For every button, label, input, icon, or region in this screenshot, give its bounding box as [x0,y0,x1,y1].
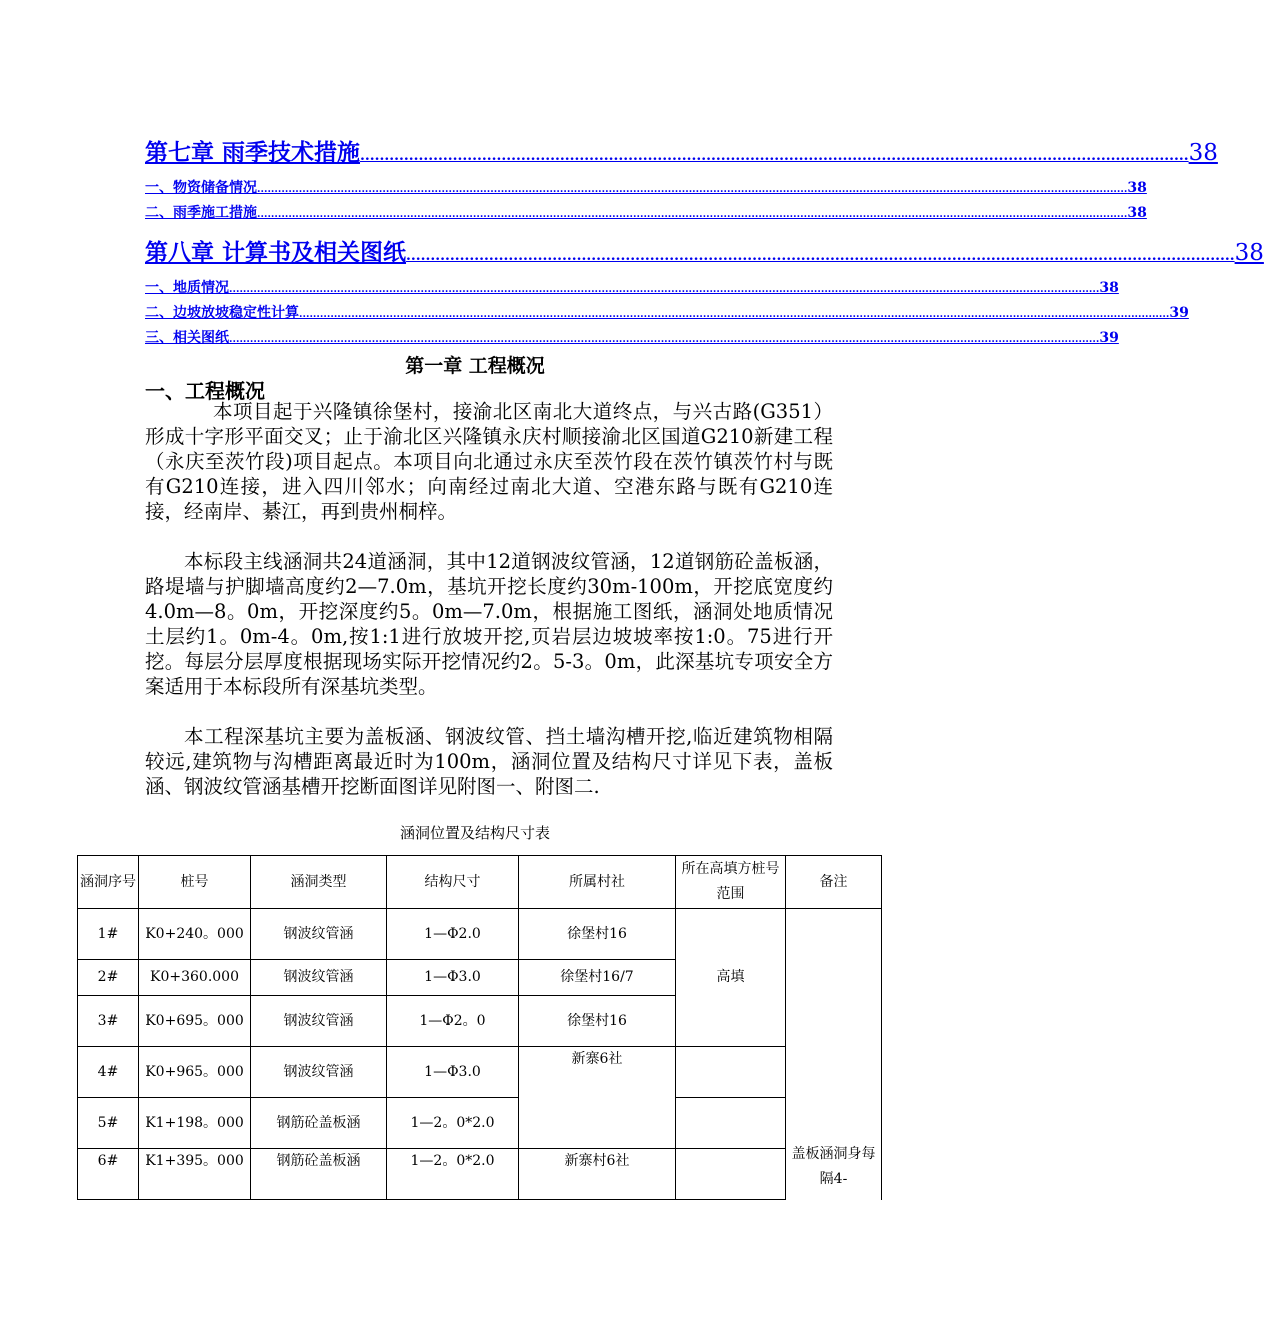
cell-no: 3# [78,996,139,1047]
chapter-title: 第一章 工程概况 [405,355,545,377]
cell-type: 钢波纹管涵 [251,996,387,1047]
header-cell: 涵洞序号 [78,856,139,909]
table-row [78,1098,882,1149]
cell-no: 2# [78,960,139,996]
paragraph-2: 本标段主线涵洞共24道涵洞，其中12道钢波纹管涵，12道钢筋砼盖板涵，路堤墙与护脚墙高度约2—7.0m，基坑开挖长度约30m-100m，开挖底宽度约4.0m—8。0m，开挖深度约5。0m—7.0m，根据施工图纸，涵洞处地质情况土层约1。0m-4。0m,按1:1进行放坡开挖,页岩层边坡坡率按1:0。75进行开挖。每层分层厚度根据现场实际开挖情况约2。5-3。0m，此深基坑专项安全方案适用于本标段所有深基坑类型。 [145,550,833,698]
cell-size: 1—Φ2。0 [387,996,519,1047]
toc-leader: .......................................................................................................................................................................................................................................................... [257,209,1128,220]
cell-size: 1—2。0*2.0 [387,1098,519,1149]
table-header-row [78,856,882,909]
toc-leader: .......................................................................................................................................................................................................................................................... [299,309,1170,320]
cell-no: 4# [78,1047,139,1098]
cell-size: 1—Φ3.0 [387,1047,519,1098]
toc-entry-chapter-7[interactable]: 第七章 雨季技术措施 .......................................................................................................................................................................... 38 [145,139,1218,166]
cell-village: 新寨6社 [519,1047,676,1149]
cell-type: 钢波纹管涵 [251,960,387,996]
cell-size: 1—Φ3.0 [387,960,519,996]
cell-no: 6# [78,1149,139,1200]
paragraph-1: 本项目起于兴隆镇徐堡村，接渝北区南北大道终点，与兴古路(G351）形成十字形平面交叉；止于渝北区兴隆镇永庆村顺接渝北区国道G210新建工程（永庆至茨竹段)项目起点。本项目向北通过永庆至茨竹段在茨竹镇茨竹村与既有G210连接，进入四川邻水；向南经过南北大道、空港东路与既有G210连接，经南岸、綦江，再到贵州桐梓。 [145,400,833,523]
cell-type: 钢筋砼盖板涵 [251,1098,387,1149]
toc-entry-chapter-8[interactable]: 第八章 计算书及相关图纸 .......................................................................................................................................................................... 38 [145,239,1264,266]
cell-type: 钢筋砼盖板涵 [251,1149,387,1200]
cell-no: 1# [78,909,139,960]
cell-type: 钢波纹管涵 [251,1047,387,1098]
header-cell: 所在高填方桩号范围 [676,856,786,909]
cell-fill-range [676,1098,786,1149]
cell-fill-group: 高填 [676,909,786,1047]
cell-village: 新寨村6社 [519,1149,676,1200]
section-title: 一、工程概况 [145,379,265,403]
header-cell: 备注 [786,856,882,909]
toc-entry-slope-calc[interactable]: 二、边坡放坡稳定性计算 .......................................................................................................................................................................................................................................................... 39 [145,305,1189,321]
culvert-table [77,855,882,1200]
header-cell: 结构尺寸 [387,856,519,909]
toc-leader: .......................................................................................................................................................................................................................................................... [257,184,1128,195]
cell-station: K0+360.000 [139,960,251,996]
table-caption: 涵洞位置及结构尺寸表 [399,824,550,842]
cell-village: 徐堡村16/7 [519,960,676,996]
cell-fill-range [676,1149,786,1200]
toc-leader: .......................................................................................................................................................................... [360,148,1189,164]
table-row [78,1149,882,1200]
table-row [78,909,882,960]
cell-station: K0+965。000 [139,1047,251,1098]
toc-leader: .......................................................................................................................................................................... [406,248,1235,264]
cell-type: 钢波纹管涵 [251,909,387,960]
cell-size: 1—2。0*2.0 [387,1149,519,1200]
cell-fill-range [676,1047,786,1098]
toc-leader: .......................................................................................................................................................................................................................................................... [229,284,1100,295]
header-cell: 桩号 [139,856,251,909]
cell-no: 5# [78,1098,139,1149]
paragraph-3: 本工程深基坑主要为盖板涵、钢波纹管、挡土墙沟槽开挖,临近建筑物相隔较远,建筑物与沟槽距离最近时为100m，涵洞位置及结构尺寸详见下表，盖板涵、钢波纹管涵基槽开挖断面图详见附图一、附图二. [145,725,833,798]
cell-remark: 盖板涵洞身每隔4- [786,909,882,1200]
toc-entry-drawings[interactable]: 三、相关图纸 .......................................................................................................................................................................................................................................................... 39 [145,330,1119,346]
toc-leader: .......................................................................................................................................................................................................................................................... [229,334,1100,345]
cell-size: 1—Φ2.0 [387,909,519,960]
table-row [78,1047,882,1098]
header-cell: 涵洞类型 [251,856,387,909]
toc-entry-materials[interactable]: 一、物资储备情况 .......................................................................................................................................................................................................................................................... 38 [145,180,1147,196]
toc-entry-rain-measures[interactable]: 二、雨季施工措施 .......................................................................................................................................................................................................................................................... 38 [145,205,1147,221]
cell-station: K1+395。000 [139,1149,251,1200]
cell-station: K0+695。000 [139,996,251,1047]
cell-station: K0+240。000 [139,909,251,960]
cell-station: K1+198。000 [139,1098,251,1149]
cell-village: 徐堡村16 [519,996,676,1047]
cell-village: 徐堡村16 [519,909,676,960]
header-cell: 所属村社 [519,856,676,909]
toc-entry-geology[interactable]: 一、地质情况 .......................................................................................................................................................................................................................................................... 38 [145,280,1119,296]
